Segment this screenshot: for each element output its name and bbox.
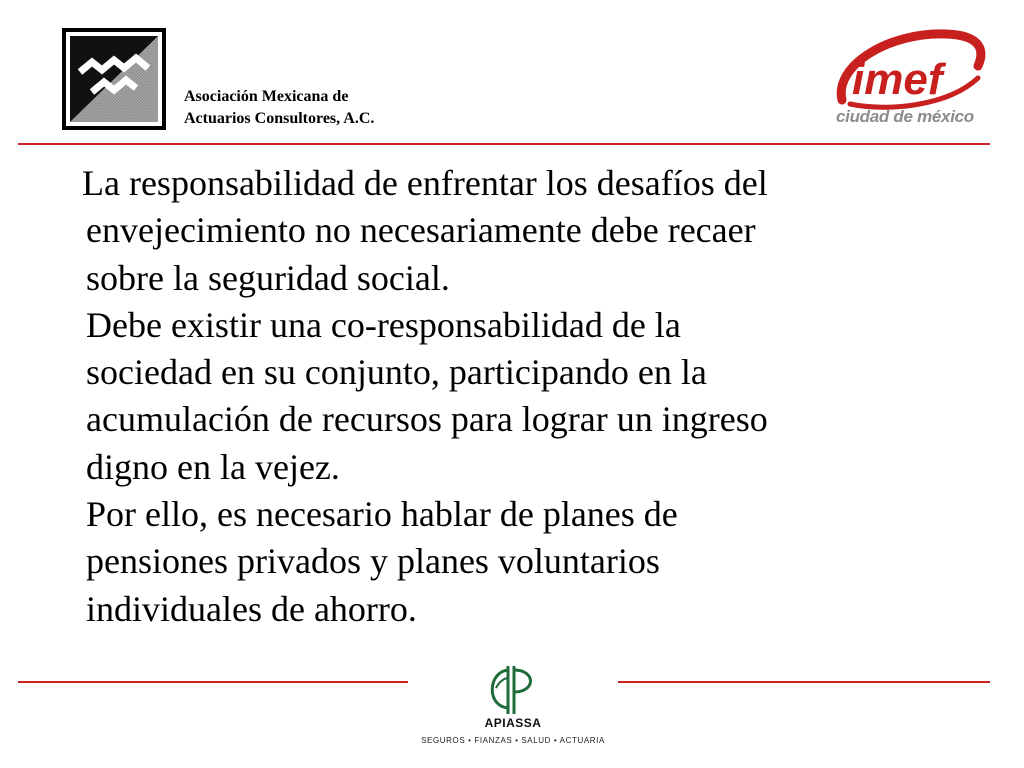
slide-body [82,160,966,633]
apiassa-name: APIASSA [484,716,542,730]
imef-subtitle: ciudad de méxico [836,107,974,126]
apiassa-tagline: SEGUROS • FIANZAS • SALUD • ACTUARIA [421,736,605,745]
imef-wordmark: imef [852,55,943,104]
body-line: La responsabilidad de enfrentar los desafíos del [82,163,768,203]
body-line: acumulación de recursos para lograr un ingreso [86,399,768,440]
body-line: pensiones privados y planes voluntarios [86,541,660,582]
header-divider [18,143,990,145]
footer-divider-left [18,681,408,683]
body-line: sobre la seguridad social. [86,257,450,298]
body-line: digno en la vejez. [86,446,340,487]
amac-logo [62,28,166,130]
org-name-line1: Asociación Mexicana de [184,88,349,105]
body-line: envejecimiento no necesariamente debe recaer [86,210,756,251]
body-line: sociedad en su conjunto, participando en la [86,352,707,393]
body-line: individuales de ahorro. [86,588,417,629]
org-name [184,86,374,130]
body-line: Debe existir una co-responsabilidad de la [86,304,681,345]
org-name-line2: Actuarios Consultores, A.C. [184,110,375,127]
apiassa-logo [478,662,548,718]
body-line: Por ello, es necesario hablar de planes de [86,494,678,535]
footer-divider-right [618,681,990,683]
